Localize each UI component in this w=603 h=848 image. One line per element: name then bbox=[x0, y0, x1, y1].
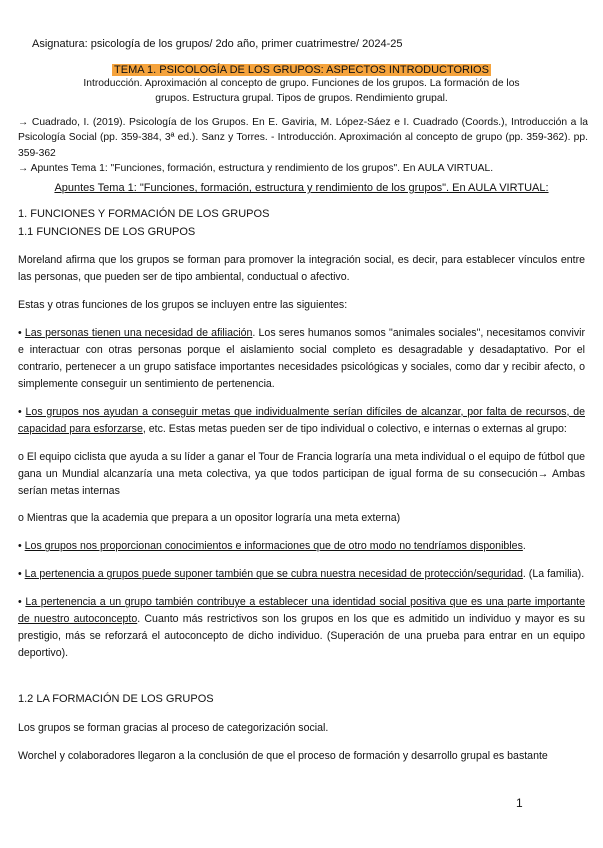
subsection-heading: 1.1 FUNCIONES DE LOS GRUPOS bbox=[18, 225, 196, 238]
bullet-marker: • bbox=[18, 596, 26, 609]
bullet-underlined-text: La pertenencia a grupos puede suponer también que se cubra nuestra necesidad de protección/seguridad bbox=[24, 568, 523, 581]
sub-item: o El equipo ciclista que ayuda a su líder a ganar el Tour de Francia lograría una meta individual o el equipo de fútbol que gana un Mundial alcanzaría una meta colectiva, ya que todos participan de igual forma de su consecución→ Ambas serían metas internas bbox=[18, 450, 585, 497]
topic-title: TEMA 1. PSICOLOGÍA DE LOS GRUPOS: ASPECTOS INTRODUCTORIOS bbox=[114, 64, 489, 76]
reference-item: → Apuntes Tema 1: "Funciones, formación, estructura y rendimiento de los grupos". En AULA VIRTUAL. bbox=[18, 163, 494, 175]
bullet-marker: • bbox=[18, 405, 26, 418]
page-number: 1 bbox=[516, 796, 523, 810]
reference-item: → Cuadrado, I. (2019). Psicología de los Grupos. En E. Gaviria, M. López-Sáez e I. Cuadrado (Coords.), Introducción a la Psicología Social (pp. 359-384, 3ª ed.). Sanz y Torres. - Introducción. Aproximación al concepto de grupo (pp. 359-362). pp. 359-362 bbox=[18, 117, 588, 159]
document-body bbox=[18, 206, 585, 775]
bullet-marker: • bbox=[18, 540, 25, 553]
section-heading: 1. FUNCIONES Y FORMACIÓN DE LOS GRUPOS bbox=[18, 208, 270, 220]
paragraph: Worchel y colaboradores llegaron a la conclusión de que el proceso de formación y desarrollo grupal es bastante bbox=[18, 749, 548, 762]
bullet-marker: • bbox=[18, 327, 25, 339]
bullet-item bbox=[18, 538, 585, 555]
paragraph: Los grupos se forman gracias al proceso de categorización social. bbox=[18, 721, 329, 734]
spacer bbox=[18, 673, 585, 691]
bullet-item bbox=[18, 325, 585, 393]
bullet-text: , etc. Estas metas pueden ser de tipo individual o colectivo, e internas o externas al grupo: bbox=[142, 422, 567, 435]
apuntes-heading: Apuntes Tema 1: "Funciones, formación, estructura y rendimiento de los grupos". En AULA VIRTUAL: bbox=[54, 182, 549, 194]
references bbox=[18, 115, 588, 177]
subject-line: Asignatura: psicología de los grupos/ 2do año, primer cuatrimestre/ 2024-25 bbox=[32, 38, 403, 50]
bullet-item bbox=[18, 404, 585, 438]
bullet-underlined-text: Los grupos nos ayudan a conseguir metas que individualmente serían difíciles de alcanzar, por falta de recursos, de capacidad para esforzarse bbox=[18, 405, 585, 435]
paragraph: Estas y otras funciones de los grupos se incluyen entre las siguientes: bbox=[18, 299, 348, 312]
paragraph: Moreland afirma que los grupos se forman para promover la integración social, es decir, para establecer vínculos entre las personas, que pueden ser de tipo ambiental, conductual o afectivo. bbox=[18, 254, 585, 284]
topic-intro: Introducción. Aproximación al concepto de grupo. Funciones de los grupos. La formación de los grupos. Estructura grupal. Tipos de grupos. Rendimiento grupal. bbox=[83, 78, 520, 105]
bullet-text: . bbox=[522, 540, 526, 553]
subsection-heading: 1.2 LA FORMACIÓN DE LOS GRUPOS bbox=[18, 693, 214, 705]
bullet-text: . (La familia). bbox=[522, 568, 585, 581]
bullet-underlined-text: Los grupos nos proporcionan conocimientos e informaciones que de otro modo no tendríamos disponibles bbox=[24, 540, 523, 553]
bullet-underlined-text: La pertenencia a un grupo también contribuye a establecer una identidad social positiva que es una parte importante de nuestro autoconcepto bbox=[18, 596, 585, 626]
bullet-text: . Cuanto más restrictivos son los grupos en los que es admitido un individuo y mayor es su prestigio, más se reforzará el autoconcepto de dicho individuo. (Superación de una prueba para entrar en un equipo deportivo). bbox=[18, 613, 585, 660]
bullet-underlined-text: Las personas tienen una necesidad de afiliación bbox=[24, 327, 253, 339]
sub-item: o Mientras que la academia que prepara a un opositor lograría una meta externa) bbox=[18, 512, 401, 525]
bullet-text: . Los seres humanos somos "animales sociales", necesitamos convivir e interactuar con otras personas porque el aislamiento social completo es desagradable y desadaptativo. Por el contrario, pertenecer a un grupo satisface importantes necesidades psicológicas y sociales, como dar y recibir afecto, o simplemente conseguir un sentimiento de pertenencia. bbox=[18, 327, 586, 390]
bullet-item bbox=[18, 594, 585, 662]
bullet-item bbox=[18, 566, 585, 583]
bullet-marker: • bbox=[18, 568, 25, 581]
